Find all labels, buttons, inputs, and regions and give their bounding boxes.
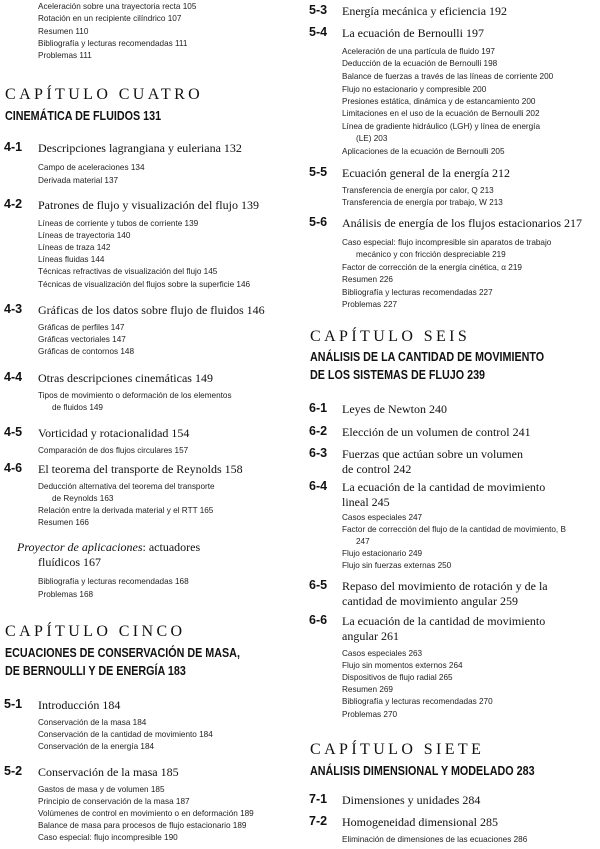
- toc-entry[interactable]: Aceleración sobre una trayectoria recta 105: [38, 2, 197, 11]
- toc-entry[interactable]: Problemas 270: [342, 710, 398, 719]
- spotlight-page[interactable]: fluídicos 167: [38, 555, 101, 569]
- toc-entry[interactable]: Dispositivos de flujo radial 265: [342, 673, 453, 682]
- section-title[interactable]: Repaso del movimiento de rotación y de la: [342, 579, 548, 593]
- toc-entry[interactable]: Gráficas de contornos 148: [38, 347, 135, 356]
- toc-entry[interactable]: Líneas de traza 142: [38, 243, 111, 252]
- toc-entry[interactable]: Aplicaciones de la ecuación de Bernoulli 205: [342, 147, 505, 156]
- chapter-five-label: CAPÍTULO CINCO: [5, 623, 186, 640]
- spotlight-topic: : actuadores: [142, 540, 201, 554]
- toc-entry[interactable]: Aceleración de una partícula de fluido 197: [342, 47, 495, 56]
- toc-entry[interactable]: Problemas 111: [38, 51, 92, 60]
- chapter-seven-label: CAPÍTULO SIETE: [310, 741, 485, 758]
- section-title[interactable]: Ecuación general de la energía 212: [342, 166, 511, 180]
- chapter-six-title-line1[interactable]: ANÁLISIS DE LA CANTIDAD DE MOVIMIENTO: [310, 350, 545, 364]
- toc-entry[interactable]: Balance de masa para procesos de flujo estacionario 189: [38, 821, 247, 830]
- chapter-five-title-line1[interactable]: ECUACIONES DE CONSERVACIÓN DE MASA,: [5, 646, 240, 660]
- toc-entry[interactable]: Gráficas de perfiles 147: [38, 323, 125, 332]
- toc-entry[interactable]: mecánico y con fricción despreciable 219: [356, 250, 506, 259]
- toc-entry[interactable]: Presiones estática, dinámica y de estancamiento 200: [342, 97, 536, 106]
- section-number: 5-6: [309, 215, 328, 229]
- toc-entry[interactable]: Conservación de la cantidad de movimiento 184: [38, 730, 213, 739]
- toc-entry[interactable]: Deducción de la ecuación de Bernoulli 198: [342, 59, 498, 68]
- toc-entry[interactable]: Transferencia de energía por calor, Q 213: [342, 186, 494, 195]
- chapter-four-title[interactable]: CINEMÁTICA DE FLUIDOS 131: [5, 109, 162, 123]
- section-number: 4-6: [4, 461, 23, 475]
- section-title[interactable]: Descripciones lagrangiana y euleriana 132: [38, 141, 242, 155]
- section-title[interactable]: La ecuación de la cantidad de movimiento: [342, 480, 546, 494]
- section-number: 6-3: [309, 446, 328, 460]
- toc-entry[interactable]: Factor de corrección de la energía cinética, α 219: [342, 263, 522, 272]
- toc-entry[interactable]: Resumen 166: [38, 518, 89, 527]
- section-number: 5-2: [4, 764, 23, 778]
- section-number: 4-4: [4, 370, 23, 384]
- section-title[interactable]: Introducción 184: [38, 698, 121, 712]
- toc-entry[interactable]: Principio de conservación de la masa 187: [38, 797, 190, 806]
- chapter-six-label: CAPÍTULO SEIS: [310, 328, 471, 345]
- section-title[interactable]: El teorema del transporte de Reynolds 158: [38, 462, 243, 476]
- toc-entry[interactable]: Tipos de movimiento o deformación de los elementos: [38, 391, 232, 400]
- section-title[interactable]: Conservación de la masa 185: [38, 765, 179, 779]
- section-title[interactable]: Leyes de Newton 240: [342, 402, 447, 416]
- spotlight-label: Proyector de aplicaciones: [17, 540, 143, 554]
- section-title[interactable]: Homogeneidad dimensional 285: [342, 815, 498, 829]
- section-title[interactable]: Energía mecánica y eficiencia 192: [342, 4, 508, 18]
- toc-entry[interactable]: 247: [356, 537, 370, 546]
- section-title[interactable]: La ecuación de Bernoulli 197: [342, 26, 484, 40]
- section-number: 6-4: [309, 479, 328, 493]
- toc-entry[interactable]: de fluidos 149: [52, 403, 103, 412]
- toc-entry[interactable]: (LE) 203: [356, 134, 388, 143]
- toc-entry[interactable]: Problemas 227: [342, 300, 398, 309]
- section-number: 6-1: [309, 401, 328, 415]
- section-number: 5-3: [309, 3, 328, 17]
- toc-entry[interactable]: Derivada material 137: [38, 176, 119, 185]
- toc-entry[interactable]: Gastos de masa y de volumen 185: [38, 785, 165, 794]
- toc-entry[interactable]: Conservación de la masa 184: [38, 718, 147, 727]
- toc-entry[interactable]: Resumen 110: [38, 27, 89, 36]
- section-title[interactable]: Análisis de energía de los flujos estacionarios 217: [342, 216, 583, 230]
- toc-entry[interactable]: Eliminación de dimensiones de las ecuaciones 286: [342, 835, 528, 844]
- chapter-four-label: CAPÍTULO CUATRO: [5, 86, 204, 103]
- toc-entry[interactable]: Bibliografía y lecturas recomendadas 111: [38, 39, 188, 48]
- section-title[interactable]: Otras descripciones cinemáticas 149: [38, 371, 213, 385]
- section-title[interactable]: Patrones de flujo y visualización del flujo 139: [38, 198, 259, 212]
- toc-entry[interactable]: Bibliografía y lecturas recomendadas 227: [342, 288, 493, 297]
- toc-entry[interactable]: Flujo no estacionario y compresible 200: [342, 85, 487, 94]
- toc-entry[interactable]: Deducción alternativa del teorema del transporte: [38, 482, 215, 491]
- chapter-seven-title[interactable]: ANÁLISIS DIMENSIONAL Y MODELADO 283: [310, 764, 535, 778]
- toc-entry[interactable]: Bibliografía y lecturas recomendadas 270: [342, 697, 493, 706]
- toc-entry[interactable]: Relación entre la derivada material y el RTT 165: [38, 506, 214, 515]
- toc-entry[interactable]: Limitaciones en el uso de la ecuación de Bernoulli 202: [342, 109, 540, 118]
- toc-entry[interactable]: Técnicas de visualización del flujos sobre la superficie 146: [38, 280, 251, 289]
- toc-entry[interactable]: Líneas de corriente y tubos de corriente 139: [38, 219, 199, 228]
- section-title[interactable]: angular 261: [342, 629, 399, 643]
- chapter-five-title-line2[interactable]: DE BERNOULLI Y DE ENERGÍA 183: [5, 664, 186, 678]
- toc-entry[interactable]: Rotación en un recipiente cilíndrico 107: [38, 14, 182, 23]
- toc-entry[interactable]: Técnicas refractivas de visualización del flujo 145: [38, 267, 218, 276]
- toc-entry[interactable]: Comparación de dos flujos circulares 157: [38, 446, 189, 455]
- section-title[interactable]: lineal 245: [342, 495, 390, 509]
- chapter-six-title-line2[interactable]: DE LOS SISTEMAS DE FLUJO 239: [310, 368, 486, 382]
- section-number: 7-2: [309, 814, 328, 828]
- section-title[interactable]: Dimensiones y unidades 284: [342, 793, 481, 807]
- section-number: 4-1: [4, 140, 23, 154]
- section-number: 4-3: [4, 302, 23, 316]
- section-title[interactable]: La ecuación de la cantidad de movimiento: [342, 614, 546, 628]
- toc-entry[interactable]: Flujo sin momentos externos 264: [342, 661, 463, 670]
- toc-entry[interactable]: Casos especiales 247: [342, 513, 423, 522]
- toc-entry[interactable]: Resumen 269: [342, 685, 393, 694]
- toc-entry[interactable]: Resumen 226: [342, 275, 393, 284]
- section-number: 6-6: [309, 613, 328, 627]
- toc-entry[interactable]: Balance de fuerzas a través de las líneas de corriente 200: [342, 72, 554, 81]
- toc-entry[interactable]: Volúmenes de control en movimiento o en deformación 189: [38, 809, 254, 818]
- toc-entry[interactable]: Factor de corrección del flujo de la cantidad de movimiento, B: [342, 525, 566, 534]
- toc-entry[interactable]: Campo de aceleraciones 134: [38, 163, 145, 172]
- section-number: 5-4: [309, 25, 328, 39]
- toc-entry[interactable]: Flujo sin fuerzas externas 250: [342, 561, 452, 570]
- section-number: 5-5: [309, 165, 328, 179]
- toc-entry[interactable]: de Reynolds 163: [52, 494, 114, 503]
- section-title[interactable]: cantidad de movimiento angular 259: [342, 594, 518, 608]
- toc-entry[interactable]: Bibliografía y lecturas recomendadas 168: [38, 577, 189, 586]
- section-number: 5-1: [4, 697, 23, 711]
- section-title[interactable]: de control 242: [342, 462, 412, 476]
- section-number: 6-2: [309, 424, 328, 438]
- section-number: 4-5: [4, 425, 23, 439]
- section-number: 4-2: [4, 197, 23, 211]
- toc-entry[interactable]: Flujo estacionario 249: [342, 549, 423, 558]
- section-title[interactable]: Elección de un volumen de control 241: [342, 425, 531, 439]
- toc-entry[interactable]: Problemas 168: [38, 590, 94, 599]
- section-number: 7-1: [309, 792, 328, 806]
- section-title[interactable]: Fuerzas que actúan sobre un volumen: [342, 447, 523, 461]
- toc-entry[interactable]: Línea de gradiente hidráulico (LGH) y línea de energía: [342, 122, 540, 131]
- toc-entry[interactable]: Caso especial: flujo incompresible 190: [38, 833, 178, 842]
- toc-entry[interactable]: Casos especiales 263: [342, 649, 423, 658]
- toc-entry[interactable]: Líneas de trayectoria 140: [38, 231, 131, 240]
- application-spotlight[interactable]: [17, 540, 200, 555]
- toc-entry[interactable]: Conservación de la energía 184: [38, 742, 155, 751]
- section-title[interactable]: Gráficas de los datos sobre flujo de fluidos 146: [38, 303, 265, 317]
- section-title[interactable]: Vorticidad y rotacionalidad 154: [38, 426, 190, 440]
- section-number: 6-5: [309, 578, 328, 592]
- toc-entry[interactable]: Líneas fluidas 144: [38, 255, 105, 264]
- toc-entry[interactable]: Transferencia de energía por trabajo, W 213: [342, 198, 503, 207]
- toc-entry[interactable]: Gráficas vectoriales 147: [38, 335, 126, 344]
- toc-entry[interactable]: Caso especial: flujo incompresible sin aparatos de trabajo: [342, 238, 552, 247]
